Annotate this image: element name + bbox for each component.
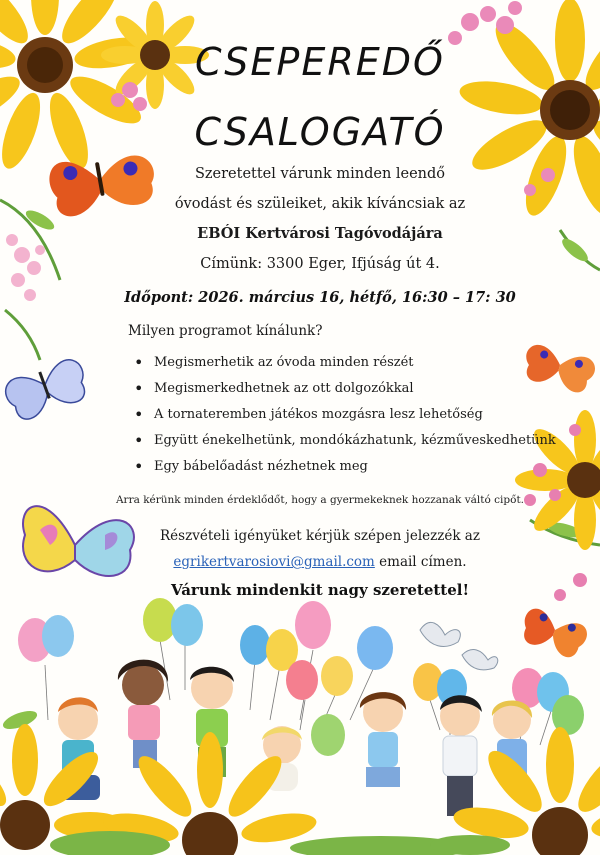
- pink-flowers-left: [6, 234, 45, 301]
- intro-line-1: Szeretettel várunk minden leendő: [194, 166, 446, 182]
- program-question: Milyen programot kínálunk?: [128, 323, 323, 339]
- intro-line-2: óvodást és szüleiket, akik kíváncsiak az: [174, 195, 466, 212]
- program-item: • Megismerhetik az óvoda minden részét: [132, 355, 556, 381]
- school-name: EBÓI Kertvárosi Tagóvodájára: [197, 225, 443, 242]
- email-suffix: email címen.: [374, 554, 467, 570]
- butterfly-rainbow: [23, 506, 134, 576]
- butterfly-right-lower: [517, 606, 590, 662]
- program-item: • A tornateremben játékos mozgásra lesz lehetőség: [132, 407, 556, 433]
- registration-email-line: [130, 549, 510, 575]
- event-datetime: Időpont: 2026. március 16, hétfő, 16:30 – 17: 30: [124, 289, 516, 306]
- program-item: • Egy bábelőadást nézhetnek meg: [132, 459, 556, 485]
- program-item: • Együtt énekelhetünk, mondókázhatunk, kézműveskedhetünk: [132, 433, 556, 459]
- program-list: [132, 355, 556, 485]
- shoe-note: Arra kérünk minden érdeklődőt, hogy a gyermekeknek hozzanak váltó cipőt.: [115, 494, 525, 506]
- program-item: • Megismerkedhetnek az ott dolgozókkal: [132, 381, 556, 407]
- title-line-2: CSALOGATÓ: [194, 110, 446, 154]
- doves: [420, 622, 498, 669]
- butterfly-orange: [47, 147, 159, 219]
- intro-block: [150, 160, 490, 279]
- closing-message: Várunk mindenkit nagy szeretettel!: [170, 581, 470, 599]
- address-line: Címünk: 3300 Eger, Ifjúság út 4.: [200, 255, 440, 272]
- title-line-1: CSEPEREDŐ: [195, 40, 445, 84]
- butterfly-blue: [2, 356, 92, 424]
- email-link[interactable]: egrikertvarosiovi@gmail.com: [173, 554, 375, 570]
- registration-block: [130, 523, 510, 575]
- registration-line: Részvételi igényüket kérjük szépen jelezzék az: [160, 528, 480, 544]
